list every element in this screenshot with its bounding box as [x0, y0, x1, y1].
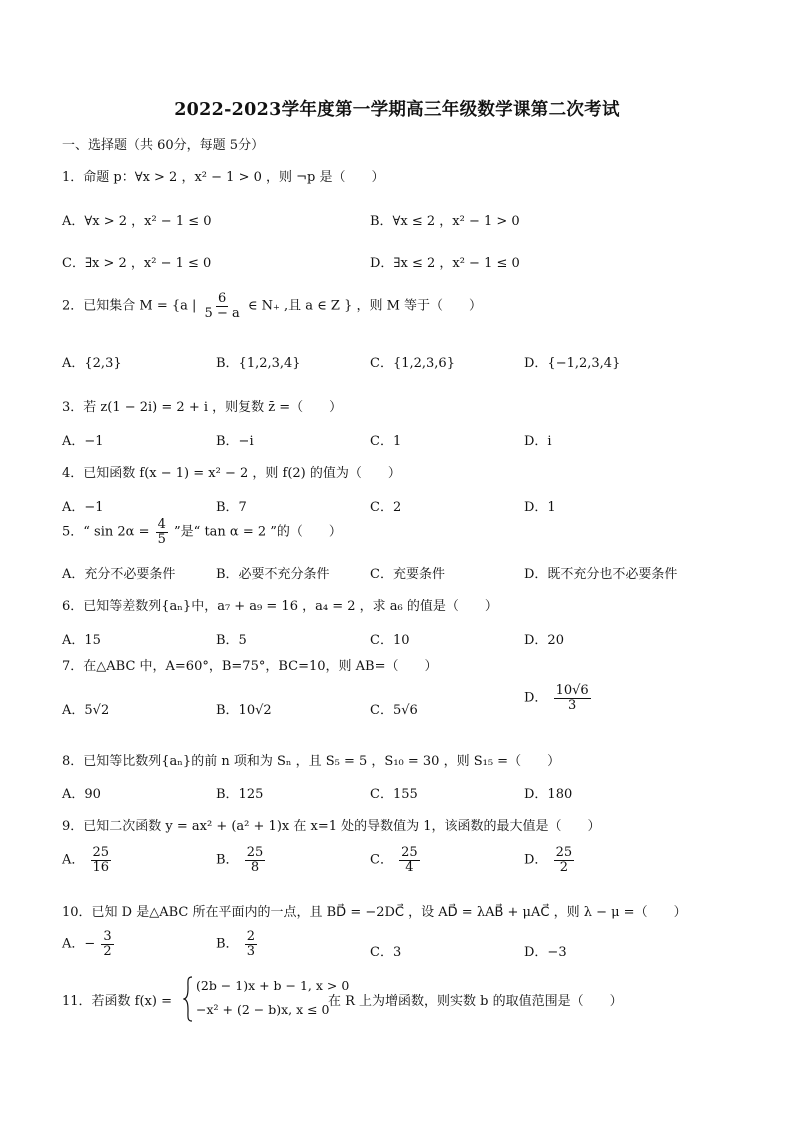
question-9-option-c[interactable]	[370, 846, 422, 874]
question-9-option-a-fraction	[91, 846, 112, 874]
question-9-option-c-num: 25	[401, 845, 418, 860]
section-heading: 一、选择题（共 60分，每题 5分）	[62, 138, 265, 153]
question-10-option-b-fraction	[245, 930, 257, 958]
question-2-stem	[62, 292, 482, 320]
question-10-option-b-num: 2	[246, 929, 255, 944]
question-7-option-d-fraction	[554, 684, 591, 712]
question-5-fraction-num: 4	[157, 517, 166, 532]
question-7-option-b[interactable]: B．10√2	[216, 703, 272, 718]
question-7-option-a[interactable]: A．5√2	[62, 703, 110, 718]
question-4-option-b[interactable]: B．7	[216, 500, 247, 515]
question-10-option-d[interactable]: D．−3	[524, 945, 567, 960]
question-6-option-a[interactable]: A．15	[62, 633, 101, 648]
question-3-option-a[interactable]: A．−1	[62, 434, 104, 449]
question-5-stem-post: ”是“ tan α = 2 ”的（ ）	[174, 524, 342, 540]
question-3-option-d[interactable]: D．i	[524, 434, 552, 449]
question-1-option-b[interactable]: B．∀x ≤ 2 ，x² − 1 > 0	[370, 214, 520, 229]
question-10-option-a-num: 3	[103, 929, 112, 944]
question-2-fraction	[203, 292, 242, 320]
question-11-stem-pre: 11．若函数 f(x) =	[62, 994, 172, 1009]
question-5-option-b[interactable]: B．必要不充分条件	[216, 567, 330, 582]
question-1-option-d[interactable]: D．∃x ≤ 2 ，x² − 1 ≤ 0	[370, 256, 520, 271]
question-6-option-d[interactable]: D．20	[524, 633, 564, 648]
question-6-stem: 6．已知等差数列{aₙ}中，a₇ + a₉ = 16 ，a₄ = 2 ，求 a₆ 的值是（ ）	[62, 599, 498, 614]
question-9-option-d[interactable]	[524, 846, 576, 874]
question-9-option-a[interactable]	[62, 846, 113, 874]
question-2-stem-post: ∈ N₊ ,且 a ∈ Z } ，则 M 等于（ ）	[247, 298, 483, 314]
question-7-option-c[interactable]: C．5√6	[370, 703, 418, 718]
question-4-option-a[interactable]: A．−1	[62, 500, 104, 515]
question-5-fraction-den: 5	[157, 531, 166, 547]
question-7-option-d-den: 3	[567, 697, 577, 713]
exam-title: 2022-2023学年度第一学期高三年级数学课第二次考试	[174, 100, 620, 120]
question-7-option-d[interactable]	[524, 684, 593, 712]
question-10-option-a[interactable]	[62, 930, 116, 958]
question-9-option-c-fraction	[399, 846, 420, 874]
question-5-stem	[62, 518, 342, 546]
question-9-option-d-label: D．	[524, 852, 548, 868]
left-brace-icon	[183, 976, 193, 1022]
question-4-option-c[interactable]: C．2	[370, 500, 402, 515]
question-11-brace	[183, 976, 193, 1026]
question-5-stem-pre: 5．“ sin 2α =	[62, 524, 150, 540]
question-4-stem: 4．已知函数 f(x − 1) = x² − 2 ，则 f(2) 的值为（ ）	[62, 466, 401, 481]
question-3-option-b[interactable]: B．−i	[216, 434, 254, 449]
question-10-option-a-fraction	[101, 930, 113, 958]
question-8-option-a[interactable]: A．90	[62, 787, 101, 802]
question-2-stem-pre: 2．已知集合 M = {a |	[62, 298, 197, 314]
question-2-option-c[interactable]: C．{1,2,3,6}	[370, 356, 455, 371]
question-9-option-d-fraction	[554, 846, 575, 874]
question-5-option-c[interactable]: C．充要条件	[370, 567, 445, 582]
question-8-option-b[interactable]: B．125	[216, 787, 264, 802]
question-9-stem: 9．已知二次函数 y = ax² + (a² + 1)x 在 x=1 处的导数值为 1，该函数的最大值是（ ）	[62, 819, 601, 834]
question-5-fraction	[156, 518, 168, 546]
question-6-option-c[interactable]: C．10	[370, 633, 410, 648]
question-9-option-b-fraction	[245, 846, 266, 874]
question-3-stem: 3．若 z(1 − 2i) = 2 + i ，则复数 z̄ =（ ）	[62, 400, 343, 415]
question-11-piece-2: −x² + (2 − b)x, x ≤ 0	[196, 1002, 330, 1017]
question-7-stem: 7．在△ABC 中，A=60°，B=75°，BC=10，则 AB=（ ）	[62, 659, 438, 674]
question-8-option-c[interactable]: C．155	[370, 787, 418, 802]
question-10-stem: 10．已知 D 是△ABC 所在平面内的一点，且 BD⃗ = −2DC⃗ ，设 AD⃗ = λAB⃗ + μAC⃗ ，则 λ − μ =（ ）	[62, 905, 687, 920]
question-10-option-b-label: B．	[216, 936, 239, 952]
question-10-option-c[interactable]: C．3	[370, 945, 402, 960]
question-9-option-d-den: 2	[559, 859, 568, 875]
question-10-option-b-den: 3	[246, 943, 255, 959]
question-9-option-a-num: 25	[92, 845, 110, 860]
question-8-option-d[interactable]: D．180	[524, 787, 573, 802]
question-9-option-d-num: 25	[555, 845, 573, 860]
question-11-stem-post: 在 R 上为增函数，则实数 b 的取值范围是（ ）	[328, 994, 623, 1009]
question-9-option-b[interactable]	[216, 846, 267, 874]
question-7-option-d-num: 10√6	[555, 683, 589, 698]
question-11-piece-1: (2b − 1)x + b − 1, x > 0	[196, 978, 350, 993]
question-3-option-c[interactable]: C．1	[370, 434, 402, 449]
question-7-option-d-label: D．	[524, 690, 548, 706]
question-10-option-b[interactable]	[216, 930, 259, 958]
question-9-option-a-den: 16	[92, 859, 110, 875]
question-9-option-c-label: C．	[370, 852, 393, 868]
question-10-option-a-den: 2	[103, 943, 112, 959]
question-1-option-c[interactable]: C．∃x > 2 ，x² − 1 ≤ 0	[62, 256, 212, 271]
question-9-option-c-den: 4	[405, 859, 414, 875]
question-5-option-d[interactable]: D．既不充分也不必要条件	[524, 567, 678, 582]
question-4-option-d[interactable]: D．1	[524, 500, 556, 515]
question-5-option-a[interactable]: A．充分不必要条件	[62, 567, 176, 582]
question-2-fraction-den: 5 − a	[204, 305, 240, 321]
question-2-option-a[interactable]: A．{2,3}	[62, 356, 122, 371]
question-9-option-a-label: A．	[62, 852, 85, 868]
question-1-option-a[interactable]: A．∀x > 2 ，x² − 1 ≤ 0	[62, 214, 212, 229]
question-9-option-b-label: B．	[216, 852, 239, 868]
question-2-fraction-num: 6	[218, 291, 227, 306]
question-9-option-b-den: 8	[250, 859, 260, 875]
question-8-stem: 8．已知等比数列{aₙ}的前 n 项和为 Sₙ ，且 S₅ = 5 ，S₁₀ = 30 ，则 S₁₅ =（ ）	[62, 754, 561, 769]
question-2-option-b[interactable]: B．{1,2,3,4}	[216, 356, 301, 371]
question-10-option-a-label: A．−	[62, 936, 96, 952]
question-1-stem: 1．命题 p：∀x > 2 ，x² − 1 > 0 ，则 ¬p 是（ ）	[62, 170, 385, 185]
question-2-option-d[interactable]: D．{−1,2,3,4}	[524, 356, 621, 371]
question-9-option-b-num: 25	[246, 845, 264, 860]
question-6-option-b[interactable]: B．5	[216, 633, 247, 648]
